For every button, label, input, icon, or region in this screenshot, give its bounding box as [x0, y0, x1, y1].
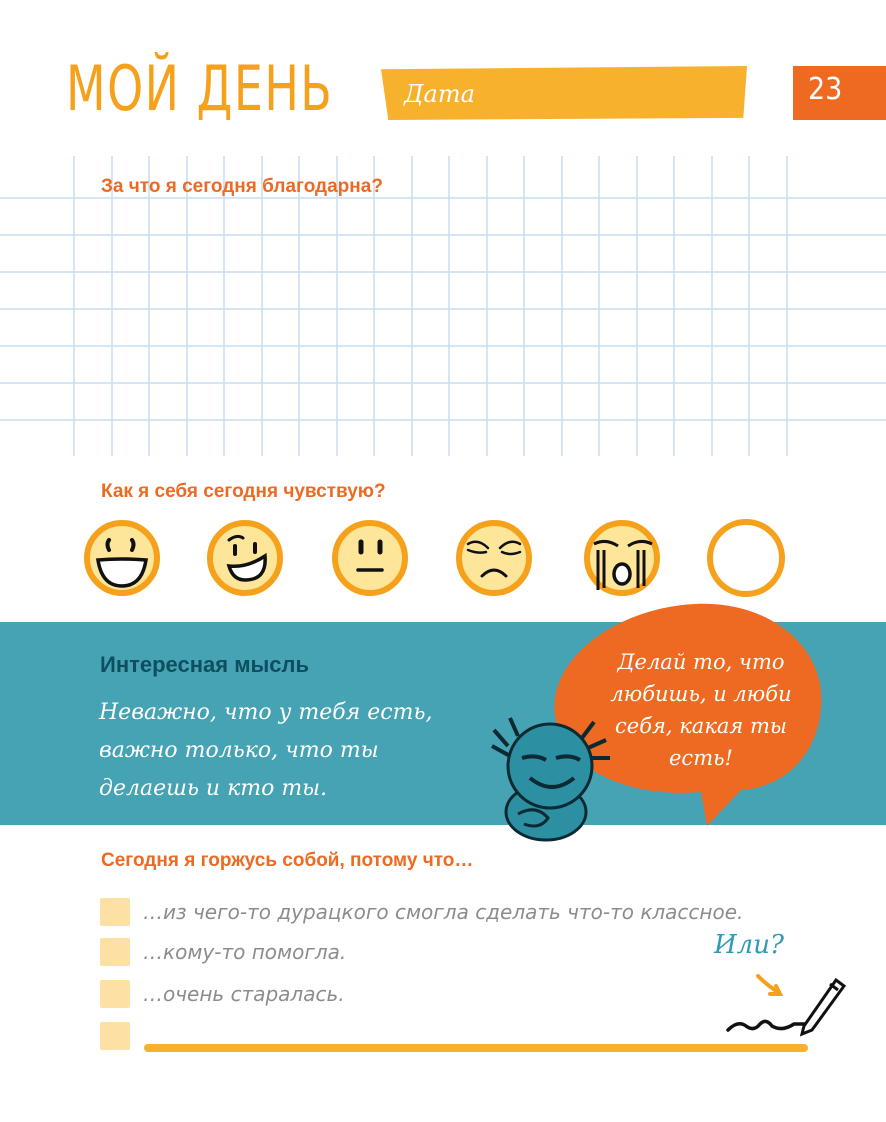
date-field-label[interactable]: Дата [404, 80, 475, 108]
page-number: 23 [808, 72, 843, 107]
gratitude-question: За что я сегодня благодарна? [101, 176, 383, 197]
page-title: МОЙ ДЕНЬ [66, 52, 334, 125]
neutral-face-icon[interactable] [330, 518, 410, 598]
speech-bubble-text: Делай то, что любишь, и люби себя, какая ты есть! [610, 650, 792, 770]
checkbox-2[interactable] [100, 938, 130, 966]
proud-question: Сегодня я горжусь собой, потому что… [101, 850, 474, 871]
answer-underline[interactable] [144, 1044, 808, 1052]
pen-writing-icon [722, 970, 852, 1040]
cheerful-character-icon [484, 704, 614, 844]
blank-face-icon[interactable] [704, 518, 788, 602]
checkbox-4[interactable] [100, 1022, 130, 1050]
mood-question: Как я себя сегодня чувствую? [101, 481, 386, 502]
proud-item-1: …из чего-то дурацкого смогла сделать что-то классное. [143, 900, 744, 924]
grinning-face-icon[interactable] [205, 518, 285, 598]
thought-title: Интересная мысль [100, 652, 309, 677]
checkbox-1[interactable] [100, 898, 130, 926]
laughing-face-icon[interactable] [82, 518, 162, 598]
sad-face-icon[interactable] [454, 518, 534, 598]
crying-face-icon[interactable] [580, 518, 664, 602]
checkbox-3[interactable] [100, 980, 130, 1008]
other-option-label: Или? [714, 930, 784, 960]
proud-item-3: …очень старалась. [143, 982, 345, 1006]
proud-item-2: …кому-то помогла. [143, 940, 347, 964]
thought-text: Неважно, что у тебя есть, важно только, что ты делаешь и кто ты. [99, 700, 433, 801]
